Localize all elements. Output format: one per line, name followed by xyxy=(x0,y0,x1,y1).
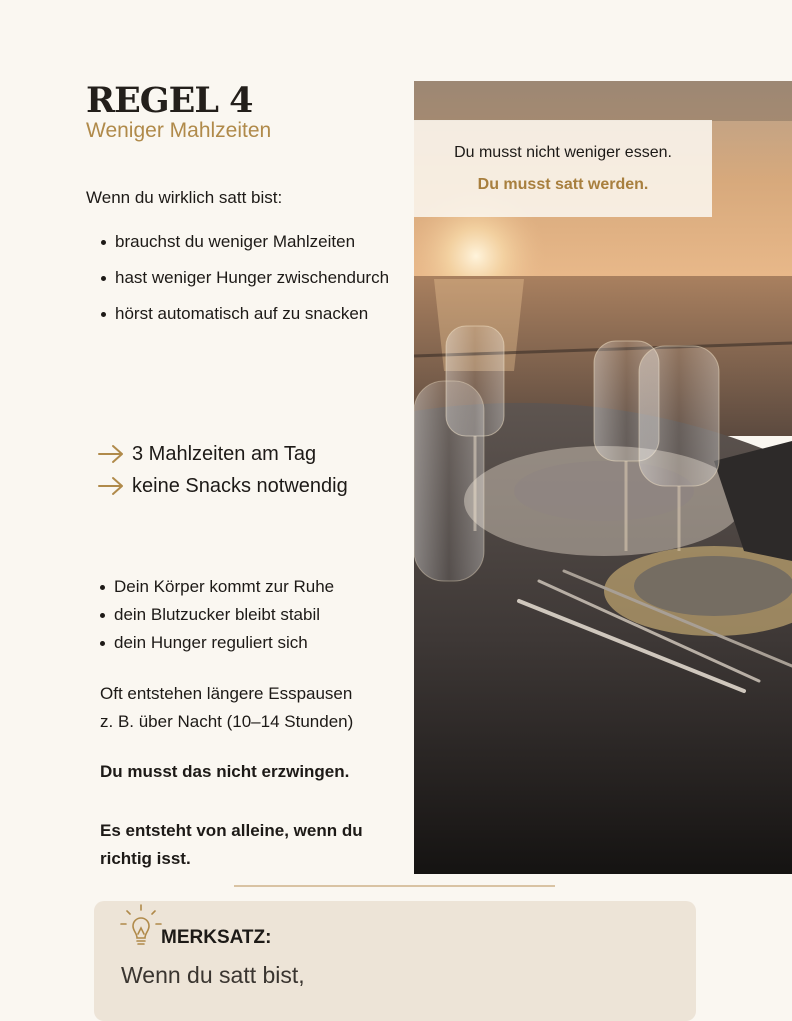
fasting-note xyxy=(100,680,353,736)
page-subtitle: Weniger Mahlzeiten xyxy=(86,119,272,142)
section-divider xyxy=(234,885,555,887)
merksatz-box xyxy=(94,901,696,1021)
list-item: hörst automatisch auf zu snacken xyxy=(101,296,416,332)
merksatz-label: MERKSATZ: xyxy=(161,927,272,948)
list-item: brauchst du weniger Mahlzeiten xyxy=(101,224,416,260)
arrow-item-label: 3 Mahlzeiten am Tag xyxy=(132,442,317,465)
intro-text: Wenn du wirklich satt bist: xyxy=(86,188,283,207)
callout-highlight: Du musst satt werden. xyxy=(477,176,649,193)
list-item: hast weniger Hunger zwischendurch xyxy=(101,260,416,296)
arrow-right-icon xyxy=(98,444,124,464)
arrow-item xyxy=(98,438,348,470)
arrow-list xyxy=(98,438,348,502)
merksatz-text: Wenn du satt bist, xyxy=(121,962,305,988)
page-title: REGEL 4 xyxy=(86,80,253,121)
list-item: dein Hunger reguliert sich xyxy=(100,629,334,657)
callout-box xyxy=(414,120,712,217)
benefits-list xyxy=(101,224,416,332)
arrow-item xyxy=(98,470,348,502)
callout-text: Du musst nicht weniger essen. xyxy=(454,144,672,161)
arrow-right-icon xyxy=(98,476,124,496)
emphasis-text: Du musst das nicht erzwingen. xyxy=(100,762,350,781)
lightbulb-icon xyxy=(120,904,162,955)
list-item: Dein Körper kommt zur Ruhe xyxy=(100,573,334,601)
effects-list xyxy=(100,573,334,657)
emphasis-text: Es entsteht von alleine, wenn du richtig isst. xyxy=(100,821,363,868)
list-item: dein Blutzucker bleibt stabil xyxy=(100,601,334,629)
note-line: Oft entstehen längere Esspausen xyxy=(100,684,353,703)
arrow-item-label: keine Snacks notwendig xyxy=(132,474,348,497)
note-line: z. B. über Nacht (10–14 Stunden) xyxy=(100,712,354,731)
